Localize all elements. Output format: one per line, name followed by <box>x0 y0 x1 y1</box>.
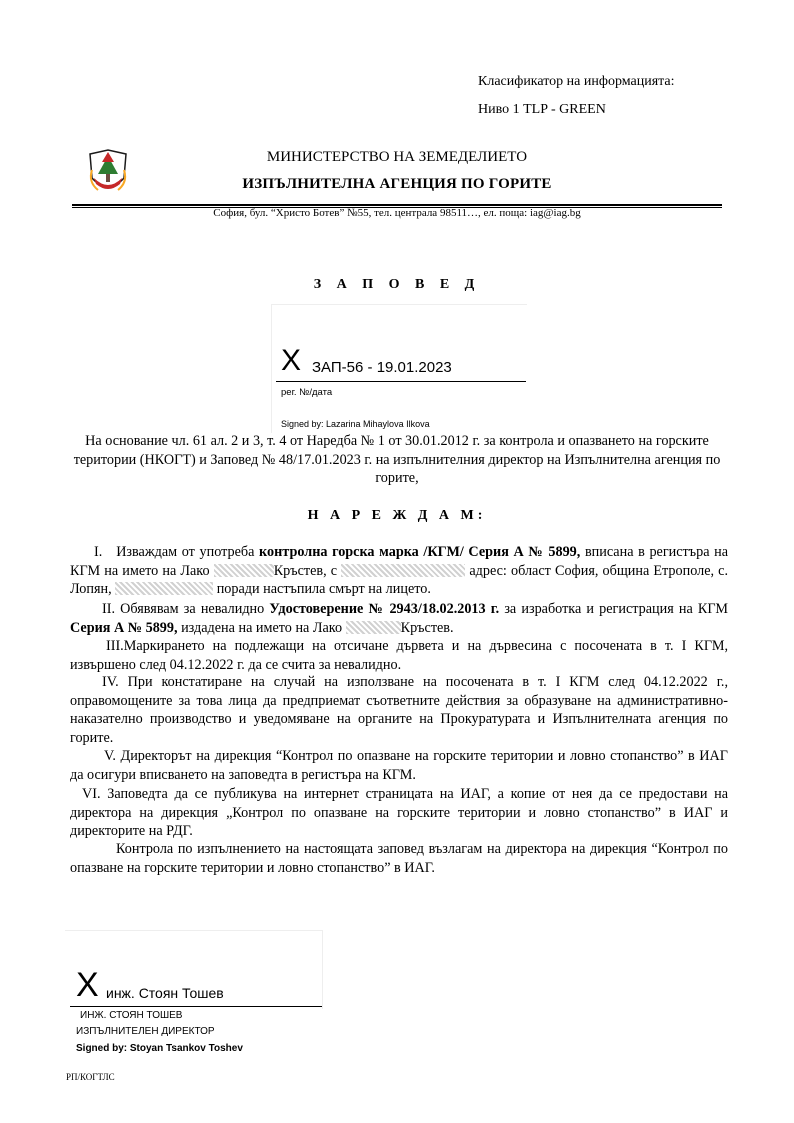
item-2-text-d: Кръстев. <box>400 619 454 636</box>
registry-number-date: ЗАП-56 - 19.01.2023 <box>312 359 452 376</box>
item-5-text: Директорът на дирекция “Контрол по опазване на горските територии и ловно стопанство” в ИАГ да осигури вписването на заповедта в регистъра на КГМ. <box>70 748 729 783</box>
redacted-name <box>214 564 274 577</box>
redacted-address <box>115 582 213 595</box>
redacted-id <box>341 564 465 577</box>
registry-signed-by: Signed by: Lazarina Mihaylova Ilkova <box>281 419 430 429</box>
registry-sign-mark: X <box>281 344 302 377</box>
item-4-number: IV. <box>102 674 119 690</box>
legal-basis: На основание чл. 61 ал. 2 и 3, т. 4 от Наредба № 1 от 30.01.2012 г. за контрола и опазването на горските територии (НКОГТ) и Заповед № 48/17.01.2023 г. на изпълнителния директор на Изпълнителна агенция по горите, <box>73 433 721 486</box>
item-2-text-b: за изработка и регистрация на КГМ <box>504 601 729 617</box>
decree-heading: Н А Р Е Ж Д А М: <box>307 508 487 523</box>
redacted-name <box>346 621 401 634</box>
item-1-text-a: Изваждам от употреба <box>116 544 255 560</box>
director-name-upper: ИНЖ. СТОЯН ТОШЕВ <box>80 1010 183 1021</box>
item-1-bold-a: контролна горска марка /КГМ/ Серия А № 5899, <box>259 544 581 560</box>
registry-label: рег. №/дата <box>281 387 333 398</box>
item-2-text-c: издадена на името на Лако <box>181 619 343 636</box>
item-6-number: VI. <box>82 786 101 802</box>
item-1-number: I. <box>94 544 103 560</box>
order-item-6 <box>70 785 728 841</box>
control-text: Контрола по изпълнението на настоящата заповед възлагам на директора на дирекция “Контрол по опазване на горските територии и ловно стопанство” в ИАГ. <box>70 841 728 876</box>
ministry-name: МИНИСТЕРСТВО НА ЗЕМЕДЕЛИЕТО <box>266 149 528 165</box>
order-item-1 <box>70 543 728 599</box>
item-2-text-a: Обявявам за невалидно <box>120 601 265 617</box>
order-title: З А П О В Е Д <box>313 277 481 292</box>
item-1-text-d: адрес: област София, община Етрополе, с. Лопян, <box>70 562 729 597</box>
director-signature-name: инж. Стоян Тошев <box>106 985 224 1001</box>
item-2-bold-b: Серия А № 5899, <box>70 619 178 636</box>
director-title: ИЗПЪЛНИТЕЛЕН ДИРЕКТОР <box>76 1026 215 1037</box>
document-code: РП/КОГТЛС <box>66 1072 115 1082</box>
item-2-bold-a: Удостоверение № 2943/18.02.2013 г. <box>269 601 500 617</box>
order-item-3 <box>70 637 728 674</box>
agency-name: ИЗПЪЛНИТЕЛНА АГЕНЦИЯ ПО ГОРИТЕ <box>242 176 552 192</box>
item-1-text-b: вписана в регистъра на КГМ на името на Лако <box>70 544 729 579</box>
registry-signature-line <box>276 381 526 382</box>
director-signed-by: Signed by: Stoyan Tsankov Toshev <box>76 1043 243 1054</box>
classification-block <box>478 68 675 124</box>
control-clause <box>70 840 728 877</box>
director-sign-mark: X <box>76 966 99 1004</box>
item-2-number: II. <box>102 601 115 617</box>
agency-address: София, бул. “Христо Ботев” №55, тел. централа 98511…, ел. поща: iag@iag.bg <box>213 207 581 219</box>
item-4-text: При констатиране на случай на използване на посочената в т. I КГМ след 04.12.2022 г., оправомощените за това лица да предприемат съответните действия за образуване на административно-наказателно производство и уведомяване на органите на Прокуратурата и Изпълнителната агенция по горите. <box>70 674 729 746</box>
item-1-text-c: Кръстев, с <box>273 562 338 579</box>
item-3-text: Маркирането на подлежащи на отсичане дървета и на дървесина с посочената в т. I КГМ, извършено след 04.12.2022 г. да се счита за невалидно. <box>70 638 728 673</box>
item-6-text: Заповедта да се публикува на интернет страницата на ИАГ, а копие от нея да се предостави на директора на дирекция „Контрол по опазване на горските територии и ловно стопанство” в ИАГ и директорите на РДГ. <box>70 786 728 839</box>
order-item-2 <box>70 600 728 637</box>
order-item-4 <box>70 673 728 747</box>
classifier-level: Ниво 1 TLP - GREEN <box>478 102 606 117</box>
item-3-number: III. <box>106 638 124 654</box>
header-divider <box>72 204 722 206</box>
item-5-number: V. <box>104 748 116 764</box>
director-signature-line <box>70 1006 322 1007</box>
classifier-label: Класификатор на информацията: <box>478 74 675 89</box>
item-1-text-e: поради настъпила смърт на лицето. <box>216 581 431 597</box>
order-item-5 <box>70 747 728 784</box>
